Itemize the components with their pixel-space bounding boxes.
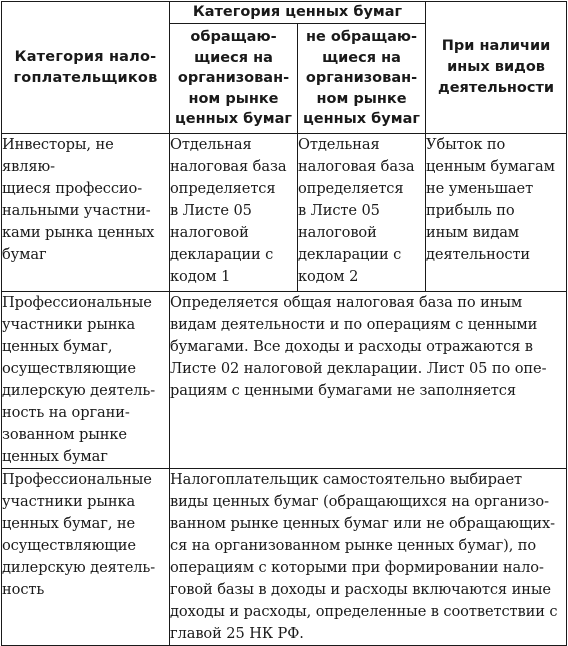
cell-line: деятельности [426,246,531,263]
header-line: При наличии [441,38,551,54]
table-row [2,292,567,469]
header-line: щиеся на [322,49,401,66]
cell-line: Определяется общая налоговая база по иным [170,294,523,311]
cell-line: говой базы в доходы и расходы включаются иные [170,581,551,598]
securities-category-header: Категория ценных бумаг [170,2,426,24]
cell-line: участники рынка [2,493,136,510]
row-1-category-cell [2,134,170,292]
cell-line: ность на органи- [2,404,130,421]
not-traded-securities-header [298,24,426,134]
header-line: организован- [177,70,290,87]
cell-line: ценных бумаг [2,448,108,465]
cell-line: кодом 1 [170,268,231,285]
row-2-category-cell [2,292,170,469]
header-line: организован- [305,70,418,87]
cell-line: доходы и расходы, определенные в соответствии с [170,603,558,620]
row-3-merged-cell [170,469,567,646]
cell-line: главой 25 НК РФ. [170,625,304,642]
header-line: обращаю- [190,29,277,46]
cell-line: Профессиональные [2,294,152,311]
row-2-merged-cell [170,292,567,469]
cell-line: декларации с [298,246,402,263]
header-line: иных видов [447,59,545,75]
table-row [2,469,567,646]
row-1-not-traded-cell [298,134,426,292]
cell-line: дилерскую деятель- [2,559,156,576]
tax-base-table [1,1,567,646]
cell-line: Налогоплательщик самостоятельно выбирает [170,471,523,488]
cell-line: Профессиональные [2,471,152,488]
cell-line: определяется [298,180,404,197]
cell-line: видам деятельности и по операциям с ценными [170,316,538,333]
cell-line: Отдельная [298,136,380,153]
cell-line: Убыток по [426,136,506,153]
cell-line: щиеся профессио- [2,180,143,197]
cell-line: ценным бумагам [426,158,555,175]
cell-line: участники рынка [2,316,136,333]
cell-line: Листе 02 налоговой декларации. Лист 05 по опе- [170,360,547,377]
cell-line: налоговой [298,224,377,241]
cell-line: ность [2,581,45,598]
cell-line: бумагами. Все доходы и расходы отражаются в [170,338,533,355]
table-row [2,134,567,292]
header-line: ценных бумаг [175,111,292,128]
cell-line: налоговая база [170,158,287,175]
cell-line: кодом 2 [298,268,359,285]
taxpayer-category-header [2,2,170,134]
cell-line: ценных бумаг, [2,338,113,355]
header-line: деятельности [438,80,555,96]
cell-line: налоговой [170,224,249,241]
cell-line: Инвесторы, не являю- [2,136,114,175]
header-line: Категория нало- [14,48,157,65]
cell-line: налоговая база [298,158,415,175]
cell-line: дилерскую деятель- [2,382,156,399]
cell-line: в Листе 05 [170,202,252,219]
cell-line: бумаг [2,246,47,263]
cell-line: ками рынка ценных [2,224,155,241]
header-line: ценных бумаг [303,111,420,128]
header-line: ном рынке [188,90,279,107]
header-line: не обращаю- [305,29,418,46]
other-activities-header [426,2,567,134]
row-1-other-cell [426,134,567,292]
cell-line: декларации с [170,246,274,263]
cell-line: нальными участни- [2,202,151,219]
cell-line: осуществляющие [2,360,136,377]
cell-line: ванном рынке ценных бумаг или не обращающих- [170,515,555,532]
cell-line: зованном рынке [2,426,127,443]
cell-line: не уменьшает [426,180,534,197]
cell-line: в Листе 05 [298,202,380,219]
cell-line: рациям с ценными бумагами не заполняется [170,382,516,399]
header-line: гоплательщиков [13,69,158,86]
cell-line: Отдельная [170,136,252,153]
cell-line: операциям с которыми при формировании нало- [170,559,544,576]
cell-line: ся на организованном рынке ценных бумаг), по [170,537,537,554]
header-line: щиеся на [194,49,273,66]
cell-line: определяется [170,180,276,197]
row-3-category-cell [2,469,170,646]
cell-line: ценных бумаг, не [2,515,136,532]
traded-securities-header [170,24,298,134]
cell-line: осуществляющие [2,537,136,554]
header-line: ном рынке [316,90,407,107]
row-1-traded-cell [170,134,298,292]
cell-line: виды ценных бумаг (обращающихся на организо- [170,493,549,510]
cell-line: прибыль по [426,202,515,219]
cell-line: иным видам [426,224,520,241]
